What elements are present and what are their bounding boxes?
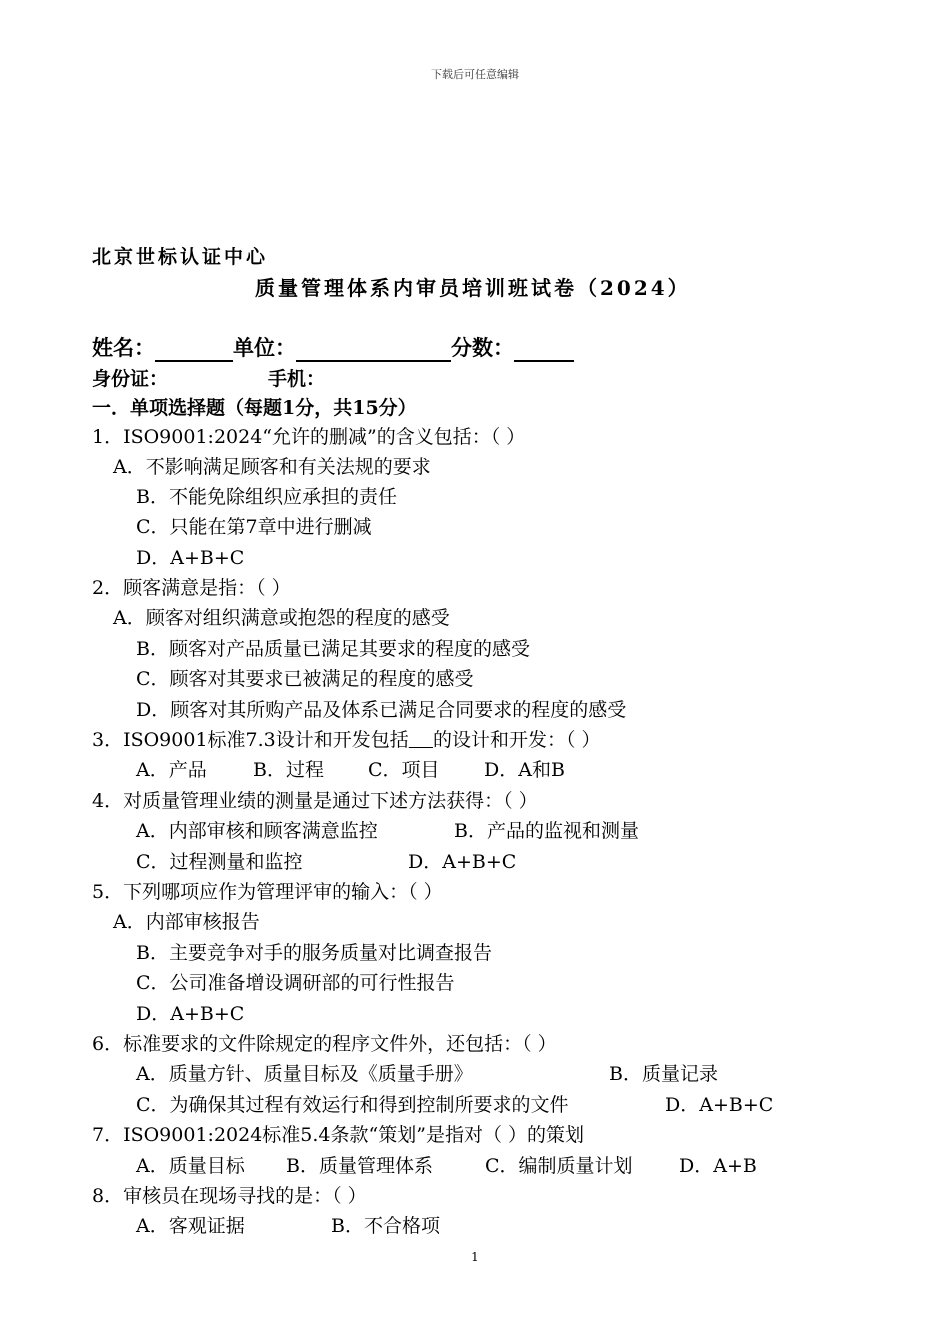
question-3-options bbox=[136, 755, 565, 785]
question-3-stem bbox=[92, 725, 600, 755]
question-4-options-row2 bbox=[136, 847, 516, 877]
question-3-stem-post: 的设计和开发：（ ） bbox=[432, 729, 601, 751]
question-6-stem: 6．标准要求的文件除规定的程序文件外，还包括：（ ） bbox=[92, 1033, 557, 1055]
question-2-option-d: D．顾客对其所购产品及体系已满足合同要求的程度的感受 bbox=[136, 699, 627, 721]
score-label: 分数： bbox=[451, 336, 514, 360]
name-blank[interactable] bbox=[155, 338, 233, 362]
header-note: 下载后可任意编辑 bbox=[431, 68, 519, 81]
question-7-option-c: C．编制质量计划 bbox=[485, 1155, 633, 1177]
question-5-stem: 5．下列哪项应作为管理评审的输入：（ ） bbox=[92, 881, 443, 903]
question-5-option-d: D．A+B+C bbox=[136, 1003, 245, 1025]
id-label: 身份证： bbox=[92, 368, 169, 390]
question-7-options bbox=[136, 1151, 757, 1181]
question-2-option-b: B．顾客对产品质量已满足其要求的程度的感受 bbox=[136, 638, 530, 660]
question-6-option-c: C．为确保其过程有效运行和得到控制所要求的文件 bbox=[136, 1094, 569, 1116]
question-7-option-b: B．质量管理体系 bbox=[286, 1155, 433, 1177]
question-4-option-a: A．内部审核和顾客满意监控 bbox=[136, 820, 378, 842]
score-blank[interactable] bbox=[514, 338, 574, 362]
question-7-stem: 7．ISO9001:2024标准5.4条款“策划”是指对（ ）的策划 bbox=[92, 1124, 584, 1146]
exam-title: 质量管理体系内审员培训班试卷（2024） bbox=[255, 276, 691, 300]
question-3-option-d: D．A和B bbox=[484, 759, 565, 781]
question-1-stem: 1．ISO9001:2024“允许的删减”的含义包括：（ ） bbox=[92, 426, 526, 448]
question-3-stem-pre: 3．ISO9001标准7.3设计和开发包括 bbox=[92, 729, 409, 751]
question-4-options-row1 bbox=[136, 816, 639, 846]
question-6-option-d: D．A+B+C bbox=[665, 1094, 774, 1116]
unit-blank[interactable] bbox=[296, 338, 451, 362]
question-8-option-b: B．不合格项 bbox=[331, 1215, 440, 1237]
question-6-option-a: A．质量方针、质量目标及《质量手册》 bbox=[136, 1063, 473, 1085]
question-6-options-row1 bbox=[136, 1059, 718, 1089]
question-6-option-b: B．质量记录 bbox=[609, 1063, 718, 1085]
question-1-option-d: D．A+B+C bbox=[136, 547, 245, 569]
question-8-option-a: A．客观证据 bbox=[136, 1215, 245, 1237]
question-2-stem: 2．顾客满意是指：（ ） bbox=[92, 577, 291, 599]
question-3-option-a: A．产品 bbox=[136, 759, 207, 781]
question-5-option-b: B．主要竞争对手的服务质量对比调查报告 bbox=[136, 942, 492, 964]
question-1-option-b: B．不能免除组织应承担的责任 bbox=[136, 486, 397, 508]
info-row-name-unit-score bbox=[92, 332, 574, 362]
question-4-stem: 4．对质量管理业绩的测量是通过下述方法获得：（ ） bbox=[92, 790, 538, 812]
question-1-option-c: C．只能在第7章中进行删减 bbox=[136, 516, 372, 538]
question-1-option-a: A．不影响满足顾客和有关法规的要求 bbox=[113, 456, 431, 478]
question-3-blank bbox=[409, 725, 433, 755]
question-3-option-c: C．项目 bbox=[368, 759, 440, 781]
question-2-option-a: A．顾客对组织满意或抱怨的程度的感受 bbox=[113, 607, 450, 629]
question-5-option-a: A．内部审核报告 bbox=[113, 911, 260, 933]
question-7-option-d: D．A+B bbox=[679, 1155, 757, 1177]
question-6-options-row2 bbox=[136, 1090, 773, 1120]
organization-name: 北京世标认证中心 bbox=[92, 246, 269, 268]
question-8-stem: 8．审核员在现场寻找的是：（ ） bbox=[92, 1185, 367, 1207]
unit-label: 单位： bbox=[233, 336, 296, 360]
phone-label: 手机： bbox=[268, 368, 326, 390]
section-title: 一．单项选择题（每题1分，共15分） bbox=[92, 397, 417, 419]
question-7-option-a: A．质量目标 bbox=[136, 1155, 245, 1177]
question-5-option-c: C．公司准备增设调研部的可行性报告 bbox=[136, 972, 455, 994]
question-4-option-d: D．A+B+C bbox=[408, 851, 517, 873]
name-label: 姓名： bbox=[92, 336, 155, 360]
question-4-option-c: C．过程测量和监控 bbox=[136, 851, 303, 873]
question-8-options bbox=[136, 1211, 440, 1241]
question-4-option-b: B．产品的监视和测量 bbox=[454, 820, 639, 842]
info-row-id-phone bbox=[92, 364, 325, 391]
page-number: 1 bbox=[471, 1250, 479, 1264]
question-3-option-b: B．过程 bbox=[253, 759, 324, 781]
question-2-option-c: C．顾客对其要求已被满足的程度的感受 bbox=[136, 668, 474, 690]
